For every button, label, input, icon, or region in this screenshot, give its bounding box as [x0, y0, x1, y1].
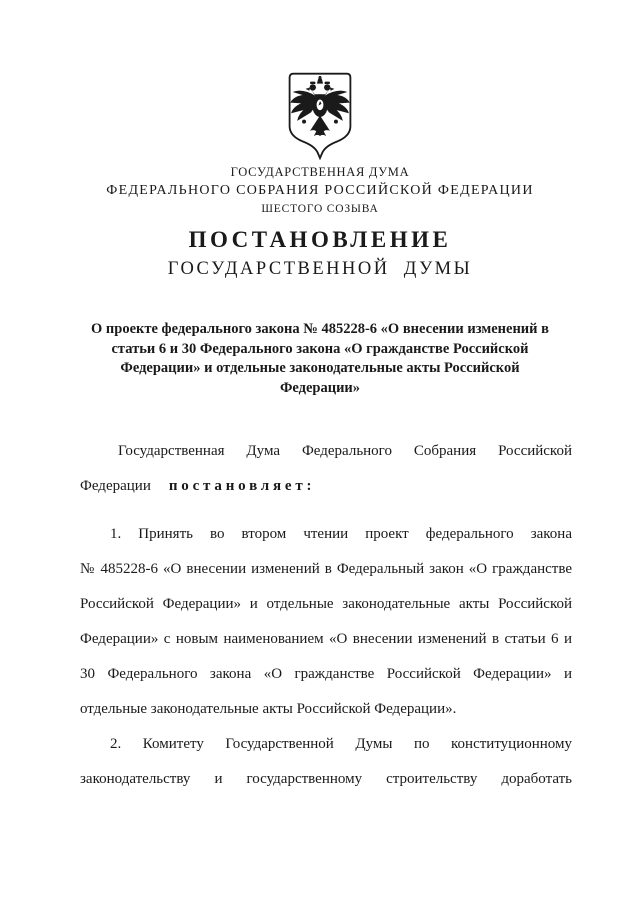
preamble-subject-word: Федерации — [80, 478, 151, 494]
document-title — [0, 227, 640, 280]
subject-heading — [70, 320, 570, 398]
paragraph-item-1 — [80, 517, 572, 727]
paragraph-item-2 — [80, 727, 572, 797]
title-state-duma: ГОСУДАРСТВЕННОЙ ДУМЫ — [167, 259, 473, 279]
subject-line: Федерации» и отдельные законодательные акты Российской — [120, 360, 520, 376]
text-line: № 485228-6 «О внесении изменений в Федеральный закон «О гражданстве — [80, 561, 572, 577]
text-line: отдельные законодательные акты Российской Федерации». — [80, 701, 457, 717]
russia-coat-of-arms-icon — [282, 71, 358, 160]
decree-word: постановляет: — [168, 478, 316, 494]
text-line: 30 Федерального закона «О гражданстве Российской Федерации» и — [80, 666, 572, 682]
text-line: 1. Принять во втором чтении проект федерального закона — [110, 526, 572, 542]
title-resolution: ПОСТАНОВЛЕНИЕ — [188, 227, 452, 252]
subject-line: Федерации» — [279, 379, 361, 396]
paragraph-preamble — [80, 434, 572, 504]
document-body — [80, 434, 572, 797]
text-line: законодательству и государственному строительству доработать — [80, 771, 572, 787]
text-line: Государственная Дума Федерального Собрания Российской — [118, 443, 572, 459]
text-line — [80, 469, 572, 504]
text-line: 2. Комитету Государственной Думы по конституционному — [110, 736, 572, 752]
text-line: Федерации» с новым наименованием «О внесении изменений в статьи 6 и — [80, 631, 572, 647]
subject-line: О проекте федерального закона № 485228-6 «О внесении изменений в — [91, 321, 549, 337]
subject-line: статьи 6 и 30 Федерального закона «О гражданстве Российской — [111, 340, 529, 357]
text-line: Российской Федерации» и отдельные законодательные акты Российской — [80, 596, 572, 612]
header-convocation: ШЕСТОГО СОЗЫВА — [261, 203, 379, 215]
document-header — [0, 165, 640, 215]
header-assembly: ФЕДЕРАЛЬНОГО СОБРАНИЯ РОССИЙСКОЙ ФЕДЕРАЦИИ — [106, 183, 534, 198]
header-institution: ГОСУДАРСТВЕННАЯ ДУМА — [230, 165, 410, 179]
